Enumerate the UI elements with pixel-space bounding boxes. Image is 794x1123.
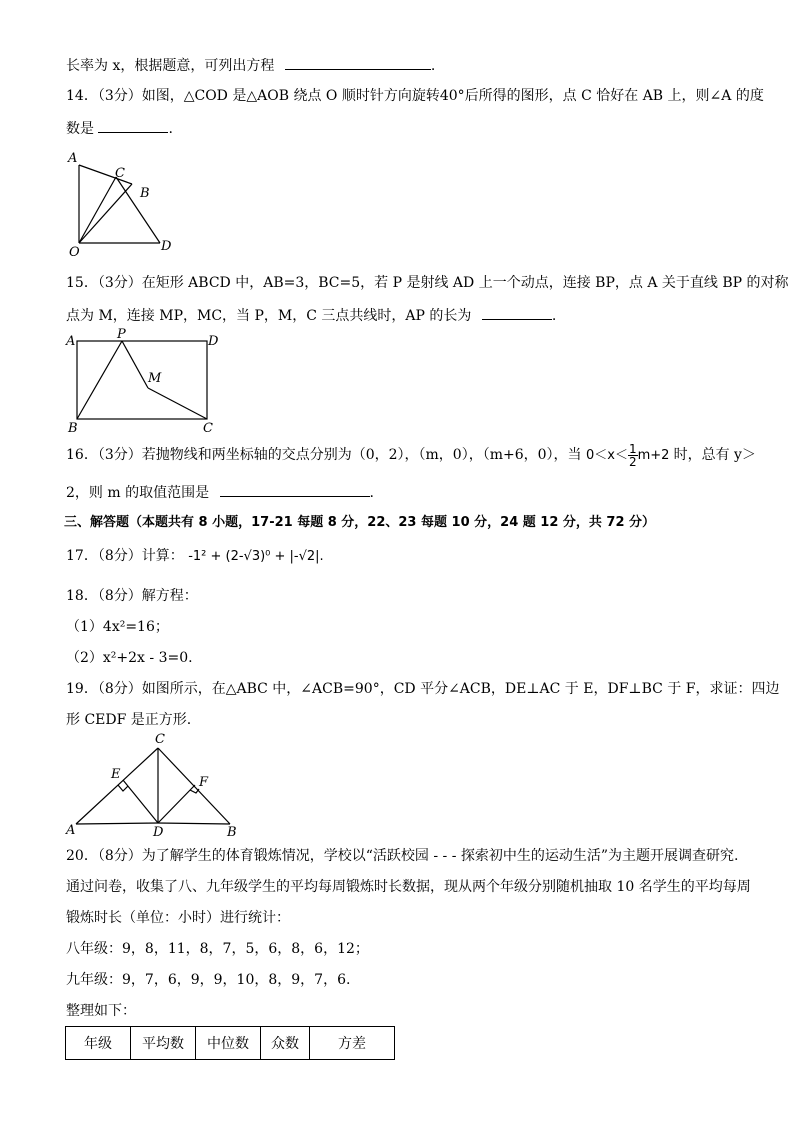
q16-line1-text: 16．（3分）若抛物线和两坐标轴的交点分别为（0，2），（m，0），（m+6，0），当 — [66, 447, 582, 463]
q14-segment-cd — [116, 177, 160, 243]
q14-label-o: O — [69, 245, 80, 260]
q16-line1-tail: 时，总有 y＞ — [673, 447, 756, 463]
q15-answer-blank[interactable] — [482, 305, 552, 320]
q15-segment-bp — [77, 341, 122, 419]
q19-segment-df — [158, 785, 195, 823]
q15-rectangle-abcd — [77, 341, 207, 419]
q19-figure — [62, 730, 252, 838]
q14-label-c: C — [115, 166, 125, 181]
q20-arrange-label: 整理如下： — [66, 1003, 136, 1019]
table-header-mode: 众数 — [261, 1027, 310, 1060]
q16-frac-den: 2 — [628, 455, 637, 469]
q17-expression: -1² + (2-√3)⁰ + |-√2|. — [188, 549, 324, 564]
q14-segment-ob — [79, 184, 132, 243]
q14-label-d: D — [161, 239, 172, 254]
q19-label-b: B — [227, 825, 237, 838]
q15-figure — [62, 328, 230, 436]
q15-label-d: D — [208, 334, 219, 349]
section3-title: 三、解答题（本题共有 8 小题，17-21 每题 8 分，22、23 每题 10 分，24 题 12 分，共 72 分） — [64, 515, 656, 530]
q14-figure — [64, 148, 184, 260]
q19-segment-ac — [76, 748, 158, 824]
q19-label-c: C — [155, 732, 165, 747]
q18-part1: （1）4x²=16； — [66, 619, 169, 635]
q14-answer-blank[interactable] — [98, 118, 168, 133]
q19-segment-ab-left — [76, 823, 158, 824]
q17-label: 17．（8分）计算： — [66, 548, 184, 564]
table-header-grade: 年级 — [66, 1027, 131, 1060]
q16-line1 — [66, 443, 756, 468]
q16-answer-blank[interactable] — [220, 482, 370, 497]
q20-line1: 20．（8分）为了解学生的体育锻炼情况，学校以“活跃校园 - - - 探索初中生的运动生活”为主题开展调查研究. — [66, 848, 739, 864]
q14-label-a: A — [68, 151, 78, 166]
q15-line2-text: 点为 M，连接 MP，MC，当 P，M，C 三点共线时，AP 的长为 — [66, 308, 472, 324]
q16-fraction — [628, 443, 638, 468]
q19-right-angle-e — [118, 785, 128, 791]
q14-line2: 数是 . — [66, 118, 173, 138]
q14-label-b: B — [140, 186, 150, 201]
q16-ineq-right: m+2 — [637, 448, 670, 463]
q15-segment-pm — [122, 341, 148, 388]
table-header-variance: 方差 — [310, 1027, 395, 1060]
q16-frac-num: 1 — [628, 442, 637, 456]
q18-part2: （2）x²+2x - 3=0. — [66, 650, 193, 666]
q17-line — [66, 547, 324, 566]
q14-segment-oc — [79, 177, 116, 243]
q15-line2: 点为 M，连接 MP，MC，当 P，M，C 三点共线时，AP 的长为 . — [66, 305, 556, 325]
q19-label-d: D — [153, 825, 164, 838]
q13-tail-text: 长率为 x，根据题意，可列出方程 — [66, 58, 275, 74]
q20-grade8-data: 八年级：9，8，11，8，7，5，6，8，6，12； — [66, 941, 369, 957]
q19-label-e: E — [111, 767, 121, 782]
q14-line2-text: 数是 — [66, 121, 94, 137]
q16-line2-text: 2，则 m 的取值范围是 — [66, 485, 210, 501]
q15-line1: 15．（3分）在矩形 ABCD 中，AB=3，BC=5，若 P 是射线 AD 上一个动点，连接 BP，点 A 关于直线 BP 的对称 — [66, 275, 789, 291]
q16-inequality — [586, 442, 674, 469]
q14-line1: 14．（3分）如图，△COD 是△AOB 绕点 O 顺时针方向旋转40°后所得的图形，点 C 恰好在 AB 上，则∠A 的度 — [66, 88, 764, 104]
q19-label-a: A — [66, 823, 76, 838]
table-header-row — [66, 1027, 395, 1060]
q15-label-p: P — [117, 328, 126, 342]
q20-line2: 通过问卷，收集了八、九年级学生的平均每周锻炼时长数据，现从两个年级分别随机抽取 10 名学生的平均每周 — [66, 879, 751, 895]
q20-grade9-data: 九年级：9，7，6，9，9，10，8，9，7，6. — [66, 972, 351, 988]
q16-line2: 2，则 m 的取值范围是 . — [66, 482, 374, 502]
q13-tail-line: 长率为 x，根据题意，可列出方程 . — [66, 55, 435, 75]
q20-stats-table — [65, 1026, 395, 1060]
q15-label-b: B — [68, 421, 78, 436]
q16-ineq-left: 0＜x＜ — [586, 448, 628, 463]
q19-line2: 形 CEDF 是正方形. — [66, 712, 192, 728]
q15-label-m: M — [148, 371, 162, 386]
q15-label-a: A — [66, 334, 76, 349]
q13-answer-blank[interactable] — [285, 55, 431, 70]
q15-label-c: C — [203, 421, 213, 436]
q19-label-f: F — [199, 775, 209, 790]
q20-line3: 锻炼时长（单位：小时）进行统计： — [66, 910, 290, 926]
q19-line1: 19．（8分）如图所示，在△ABC 中，∠ACB=90°，CD 平分∠ACB，DE⊥AC 于 E，DF⊥BC 于 F，求证：四边 — [66, 681, 780, 697]
q19-segment-ab-right — [158, 823, 230, 824]
table-header-median: 中位数 — [196, 1027, 261, 1060]
q15-segment-mc — [148, 388, 207, 419]
q18-label: 18．（8分）解方程： — [66, 588, 198, 604]
table-header-mean: 平均数 — [131, 1027, 196, 1060]
